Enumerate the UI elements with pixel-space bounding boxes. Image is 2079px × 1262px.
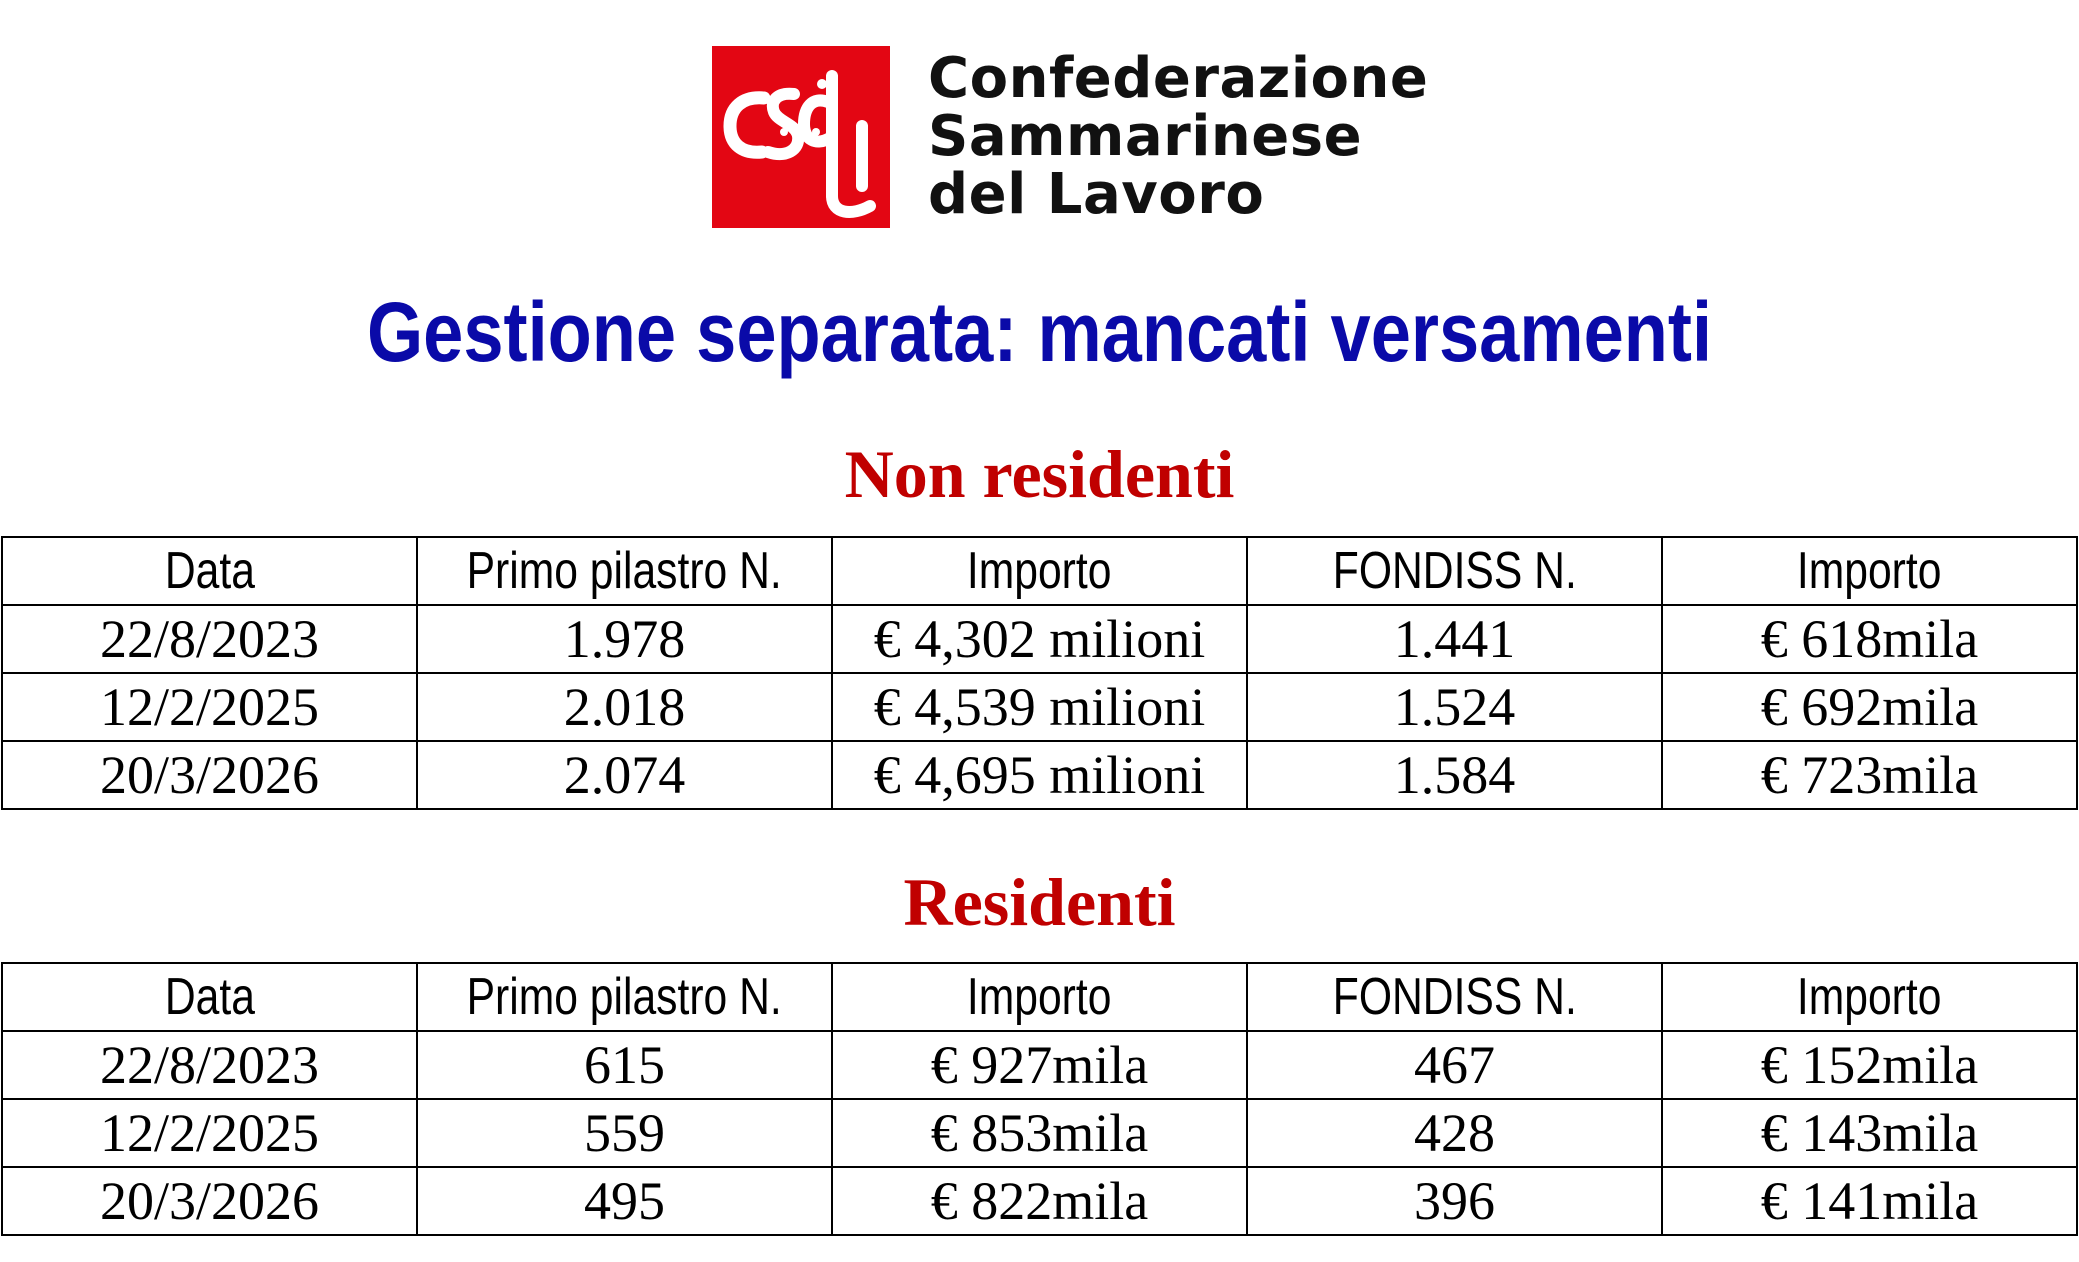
cell-data: 12/2/2025 — [2, 673, 417, 741]
table-row — [2, 1099, 2077, 1167]
cell-fondiss: 1.441 — [1247, 605, 1662, 673]
cell-fondiss: 428 — [1247, 1099, 1662, 1167]
cell-importo-fondiss: € 618mila — [1662, 605, 2077, 673]
cell-importo-primo: € 4,302 milioni — [832, 605, 1247, 673]
cell-importo-fondiss: € 143mila — [1662, 1099, 2077, 1167]
cell-data: 12/2/2025 — [2, 1099, 417, 1167]
cell-fondiss: 1.584 — [1247, 741, 1662, 809]
table-row — [2, 1167, 2077, 1235]
org-name-line-2: Sammarinese — [928, 104, 1363, 169]
cell-importo-fondiss: € 692mila — [1662, 673, 2077, 741]
page-title: Gestione separata: mancati versamenti — [366, 285, 1713, 379]
table-non-residenti — [1, 536, 2078, 810]
org-name — [928, 46, 1429, 227]
section-title-non-residenti: Non residenti — [844, 436, 1235, 512]
cell-importo-primo: € 853mila — [832, 1099, 1247, 1167]
cell-fondiss: 396 — [1247, 1167, 1662, 1235]
cell-data: 22/8/2023 — [2, 605, 417, 673]
column-header-importo-primo: Importo — [832, 963, 1247, 1031]
cell-importo-fondiss: € 723mila — [1662, 741, 2077, 809]
cell-importo-primo: € 822mila — [832, 1167, 1247, 1235]
table-row — [2, 605, 2077, 673]
column-header-primo-pilastro: Primo pilastro N. — [417, 963, 832, 1031]
cell-importo-primo: € 4,539 milioni — [832, 673, 1247, 741]
cell-data: 20/3/2026 — [2, 741, 417, 809]
cell-importo-primo: € 927mila — [832, 1031, 1247, 1099]
cell-primo-pilastro: 1.978 — [417, 605, 832, 673]
column-header-data: Data — [2, 537, 417, 605]
column-header-importo-fondiss: Importo — [1662, 537, 2077, 605]
table-header-row — [2, 537, 2077, 605]
table-row — [2, 673, 2077, 741]
column-header-importo-fondiss: Importo — [1662, 963, 2077, 1031]
cell-primo-pilastro: 495 — [417, 1167, 832, 1235]
cell-primo-pilastro: 615 — [417, 1031, 832, 1099]
cell-primo-pilastro: 2.074 — [417, 741, 832, 809]
cell-primo-pilastro: 559 — [417, 1099, 832, 1167]
table-residenti — [1, 962, 2078, 1236]
cell-data: 20/3/2026 — [2, 1167, 417, 1235]
table-header-row — [2, 963, 2077, 1031]
cell-primo-pilastro: 2.018 — [417, 673, 832, 741]
cell-fondiss: 1.524 — [1247, 673, 1662, 741]
org-name-line-1: Confederazione — [928, 46, 1429, 111]
table-row — [2, 1031, 2077, 1099]
cell-importo-fondiss: € 152mila — [1662, 1031, 2077, 1099]
column-header-primo-pilastro: Primo pilastro N. — [417, 537, 832, 605]
cell-importo-primo: € 4,695 milioni — [832, 741, 1247, 809]
cell-importo-fondiss: € 141mila — [1662, 1167, 2077, 1235]
csdl-logo — [712, 46, 890, 228]
table-row — [2, 741, 2077, 809]
csdl-logo-icon — [712, 46, 890, 228]
column-header-data: Data — [2, 963, 417, 1031]
column-header-fondiss: FONDISS N. — [1247, 537, 1662, 605]
cell-fondiss: 467 — [1247, 1031, 1662, 1099]
org-name-line-3: del Lavoro — [928, 162, 1265, 227]
column-header-importo-primo: Importo — [832, 537, 1247, 605]
column-header-fondiss: FONDISS N. — [1247, 963, 1662, 1031]
section-title-residenti: Residenti — [903, 864, 1176, 940]
cell-data: 22/8/2023 — [2, 1031, 417, 1099]
header — [712, 46, 1428, 228]
